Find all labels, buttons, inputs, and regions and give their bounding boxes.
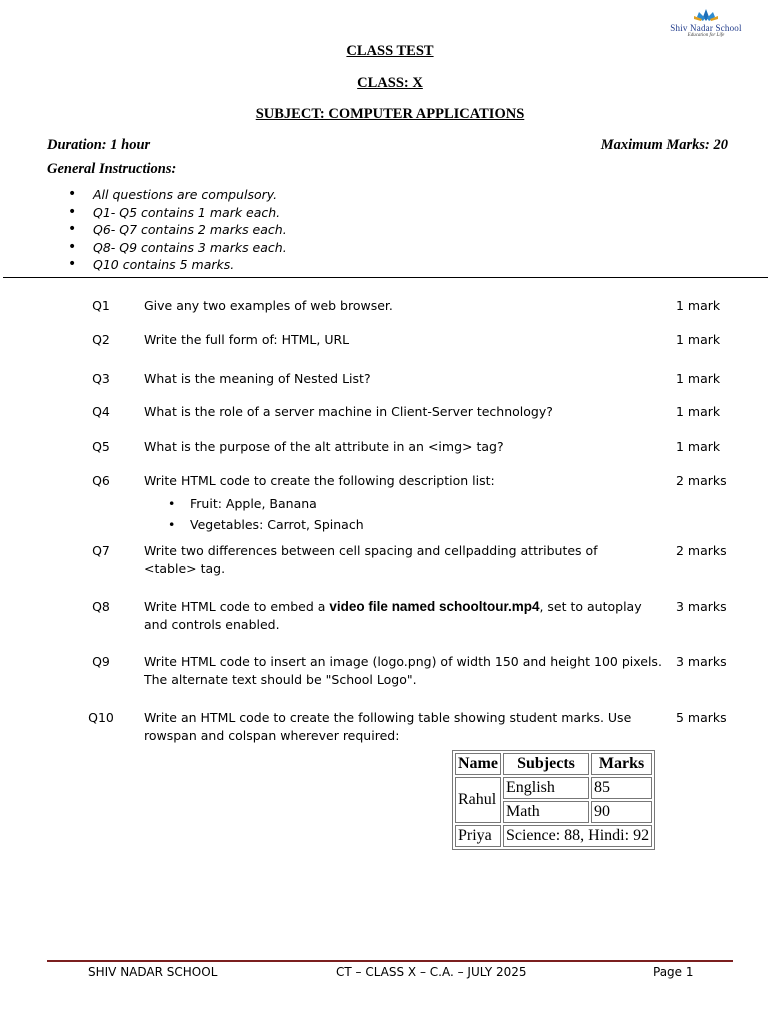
question-text: What is the meaning of Nested List? [144, 371, 371, 386]
table-cell: 85 [591, 777, 652, 799]
table-row [455, 777, 652, 799]
header-divider [3, 277, 768, 278]
maximum-marks: Maximum Marks: 20 [600, 137, 728, 153]
question-number: Q5 [92, 439, 110, 454]
question-marks: 1 mark [676, 439, 721, 454]
question-number: Q1 [92, 298, 110, 313]
question-marks: 1 mark [676, 371, 721, 386]
instructions-title: General Instructions: [47, 161, 177, 177]
table-cell: Math [503, 801, 589, 823]
description-list [144, 493, 669, 535]
question-marks: 2 marks [676, 473, 727, 488]
question-text: Write HTML code to create the following description list: [144, 473, 495, 488]
question-number: Q8 [92, 599, 110, 614]
list-item: • Vegetables: Carrot, Spinach [144, 514, 669, 535]
footer-school: SHIV NADAR SCHOOL [88, 965, 218, 979]
question-marks: 3 marks [676, 654, 727, 669]
question-marks: 5 marks [676, 710, 727, 725]
lotus-icon [693, 8, 719, 22]
question-number: Q3 [92, 371, 110, 386]
question-marks: 1 mark [676, 404, 721, 419]
class-heading: CLASS: X [357, 75, 423, 91]
question-text: What is the purpose of the alt attribute in an <img> tag? [144, 439, 504, 454]
table-cell: English [503, 777, 589, 799]
question-body [144, 472, 669, 535]
question-text: Write the full form of: HTML, URL [144, 332, 350, 347]
student-marks-table [452, 750, 655, 850]
question-marks: 2 marks [676, 543, 727, 558]
instruction-item: • Q8- Q9 contains 3 marks each. [68, 239, 287, 257]
instructions-list [68, 186, 287, 274]
instruction-item: • All questions are compulsory. [68, 186, 287, 204]
question-text: What is the role of a server machine in Client-Server technology? [144, 404, 553, 419]
question-marks: 1 mark [676, 332, 721, 347]
test-title: CLASS TEST [346, 43, 434, 59]
question-text [144, 598, 669, 634]
question-number: Q6 [92, 473, 110, 488]
question-number: Q2 [92, 332, 110, 347]
logo-tagline: Education for Life [687, 33, 725, 38]
question-number: Q10 [88, 710, 114, 725]
logo-name: Shiv Nadar School [670, 23, 742, 33]
question-text: Write HTML code to insert an image (logo.png) of width 150 and height 100 pixels. The alternate text should be "School Logo". [144, 654, 662, 687]
table-row [455, 825, 652, 847]
list-item: • Fruit: Apple, Banana [144, 493, 669, 514]
table-header-cell: Name [455, 753, 501, 775]
question-number: Q9 [92, 654, 110, 669]
question-text-emphasis: video file named schooltour.mp4 [329, 599, 540, 614]
table-header-cell: Subjects [503, 753, 589, 775]
question-text: Give any two examples of web browser. [144, 298, 393, 313]
table-cell: Priya [455, 825, 501, 847]
table-cell: Science: 88, Hindi: 92 [503, 825, 652, 847]
table-header-row [455, 753, 652, 775]
table-header-cell: Marks [591, 753, 652, 775]
question-text: Write two differences between cell spacing and cellpadding attributes of <table> tag. [144, 543, 598, 576]
instruction-item: • Q10 contains 5 marks. [68, 256, 287, 274]
instruction-item: • Q1- Q5 contains 1 mark each. [68, 204, 287, 222]
subject-heading: SUBJECT: COMPUTER APPLICATIONS [255, 106, 525, 122]
table-cell: Rahul [455, 777, 501, 823]
footer-page-number: Page 1 [653, 965, 694, 979]
table-cell: 90 [591, 801, 652, 823]
question-text: Write an HTML code to create the following table showing student marks. Use rowspan and colspan wherever required: [144, 710, 632, 743]
question-text-end: , set to autoplay and controls enabled. [144, 599, 642, 632]
footer-course: CT – CLASS X – C.A. – JULY 2025 [336, 965, 527, 979]
duration: Duration: 1 hour [47, 137, 151, 153]
question-marks: 3 marks [676, 599, 727, 614]
instruction-item: • Q6- Q7 contains 2 marks each. [68, 221, 287, 239]
question-number: Q4 [92, 404, 110, 419]
question-text-start: Write HTML code to embed a [144, 599, 330, 614]
footer-divider [47, 960, 733, 962]
question-marks: 1 mark [676, 298, 721, 313]
question-number: Q7 [92, 543, 110, 558]
